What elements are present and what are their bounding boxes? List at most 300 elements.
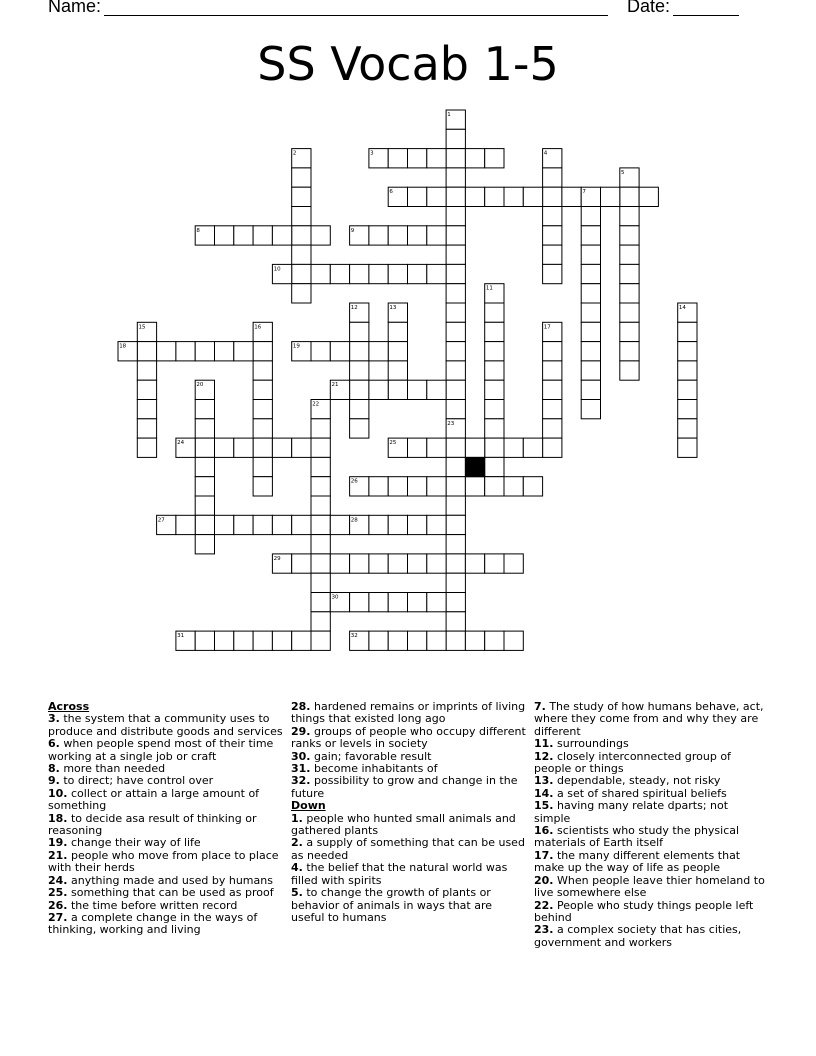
grid-cell[interactable] (485, 361, 504, 380)
clue-number: 29 (273, 555, 281, 562)
grid-cell[interactable] (543, 380, 562, 399)
clue-item-number: 24. (48, 873, 68, 887)
clue-number: 14 (678, 305, 686, 311)
grid-cell[interactable] (408, 438, 427, 457)
grid-cell[interactable] (581, 342, 600, 361)
grid-cell[interactable] (369, 380, 388, 399)
clue-item (48, 850, 284, 875)
grid-cell[interactable] (543, 361, 562, 380)
grid-cell[interactable] (620, 207, 639, 226)
grid-cell[interactable] (427, 187, 446, 206)
clue-item-text: The study of how humans behave, act, where they come from and why they are different (534, 700, 764, 738)
clue-item-number: 29. (291, 724, 311, 738)
grid-cell[interactable] (311, 477, 330, 496)
grid-cell[interactable] (581, 322, 600, 341)
clue-item (534, 850, 766, 875)
grid-cell[interactable] (292, 187, 311, 206)
clue-item-text: collect or attain a large amount of something (48, 786, 260, 813)
grid-cell[interactable] (137, 361, 156, 380)
grid-cell[interactable] (543, 245, 562, 264)
grid-cell[interactable] (369, 226, 388, 245)
clue-number: 11 (485, 285, 493, 292)
clue-item (48, 713, 284, 738)
grid-cell[interactable] (485, 419, 504, 438)
clue-item-number: 25. (48, 886, 68, 900)
grid-cell[interactable] (292, 554, 311, 573)
grid-cell[interactable] (427, 554, 446, 573)
grid-cell[interactable] (369, 342, 388, 361)
grid-cell[interactable] (234, 515, 253, 534)
grid-cell[interactable] (253, 631, 272, 650)
grid-cell[interactable] (446, 631, 465, 650)
grid-cell[interactable] (485, 477, 504, 496)
clue-item (48, 788, 284, 813)
grid-cell[interactable] (350, 593, 369, 612)
grid-cell[interactable] (446, 477, 465, 496)
grid-cell[interactable] (543, 342, 562, 361)
grid-cell[interactable] (427, 631, 446, 650)
grid-cell[interactable] (485, 554, 504, 573)
grid-cell[interactable] (350, 342, 369, 361)
grid-cell[interactable] (620, 187, 639, 206)
grid-cell[interactable] (408, 264, 427, 283)
grid-cell[interactable] (427, 593, 446, 612)
grid-cell[interactable] (311, 554, 330, 573)
grid-cell[interactable] (446, 361, 465, 380)
grid-cell[interactable] (620, 342, 639, 361)
clue-item-text: a complete change in the ways of thinking, working and living (48, 910, 258, 937)
clue-item-number: 31. (291, 762, 311, 776)
grid-cell[interactable] (311, 573, 330, 592)
grid-cell[interactable] (272, 631, 291, 650)
grid-cell[interactable] (446, 496, 465, 515)
grid-cell[interactable] (581, 361, 600, 380)
grid-cell[interactable] (678, 322, 697, 341)
clue-number: 12 (350, 305, 358, 311)
grid-cell[interactable] (543, 168, 562, 187)
grid-cell[interactable] (562, 187, 581, 206)
grid-cell[interactable] (581, 380, 600, 399)
grid-cell[interactable] (620, 361, 639, 380)
clue-item-number: 4. (291, 861, 303, 875)
grid-cell[interactable] (465, 149, 484, 168)
grid-cell[interactable] (195, 457, 214, 476)
grid-cell[interactable] (523, 438, 542, 457)
grid-cell[interactable] (543, 187, 562, 206)
grid-cell[interactable] (137, 419, 156, 438)
grid-cell[interactable] (388, 226, 407, 245)
grid-cell[interactable] (311, 593, 330, 612)
grid-cell[interactable] (253, 438, 272, 457)
grid-cell[interactable] (408, 477, 427, 496)
clue-number: 22 (312, 401, 320, 408)
grid-cell[interactable] (311, 226, 330, 245)
grid-cell[interactable] (485, 380, 504, 399)
grid-cell[interactable] (485, 322, 504, 341)
grid-cell[interactable] (311, 457, 330, 476)
clue-number: 25 (389, 440, 397, 447)
grid-cell[interactable] (446, 168, 465, 187)
clue-item (534, 875, 766, 900)
clue-item-text: hardened remains or imprints of living things that existed long ago (291, 700, 526, 726)
clue-item (291, 837, 527, 862)
grid-cell[interactable] (388, 264, 407, 283)
grid-cell[interactable] (427, 226, 446, 245)
grid-cell[interactable] (581, 226, 600, 245)
clue-item-text: the time before written record (67, 898, 238, 912)
grid-cell[interactable] (543, 264, 562, 283)
clue-number: 32 (350, 633, 358, 640)
grid-cell[interactable] (446, 438, 465, 457)
grid-cell[interactable] (292, 207, 311, 226)
grid-cell[interactable] (485, 457, 504, 476)
grid-cell[interactable] (350, 264, 369, 283)
clue-item (534, 900, 766, 925)
grid-cell[interactable] (195, 515, 214, 534)
grid-cell[interactable] (369, 631, 388, 650)
grid-cell[interactable] (446, 457, 465, 476)
grid-cell[interactable] (446, 207, 465, 226)
grid-cell[interactable] (620, 226, 639, 245)
clue-item-number: 2. (291, 836, 303, 850)
grid-cell[interactable] (465, 554, 484, 573)
grid-cell[interactable] (543, 207, 562, 226)
clue-number: 3 (370, 150, 374, 157)
grid-cell[interactable] (523, 187, 542, 206)
grid-cell[interactable] (330, 515, 349, 534)
grid-cell[interactable] (485, 631, 504, 650)
grid-cell[interactable] (678, 400, 697, 419)
grid-cell[interactable] (408, 187, 427, 206)
clue-item-number: 12. (534, 749, 554, 763)
grid-cell[interactable] (369, 593, 388, 612)
date-label: Date: (627, 0, 671, 16)
grid-cell[interactable] (581, 207, 600, 226)
clue-item-number: 6. (48, 737, 60, 751)
grid-cell[interactable] (292, 264, 311, 283)
grid-cell[interactable] (620, 245, 639, 264)
grid-cell[interactable] (195, 535, 214, 554)
clue-number: 24 (177, 440, 185, 447)
grid-cell[interactable] (465, 438, 484, 457)
clue-item-text: change their way of life (67, 836, 201, 850)
clue-item-number: 11. (534, 737, 554, 751)
clue-item-number: 26. (48, 898, 68, 912)
grid-cell[interactable] (427, 149, 446, 168)
grid-cell[interactable] (408, 631, 427, 650)
grid-cell[interactable] (408, 149, 427, 168)
grid-cell[interactable] (427, 515, 446, 534)
grid-cell[interactable] (639, 187, 658, 206)
grid-cell[interactable] (465, 187, 484, 206)
grid-cell[interactable] (369, 477, 388, 496)
clue-item-text: possibility to grow and change in the future (291, 774, 518, 800)
grid-cell[interactable] (408, 380, 427, 399)
clue-column-2 (291, 701, 527, 924)
grid-cell[interactable] (253, 342, 272, 361)
grid-cell[interactable] (620, 303, 639, 322)
grid-cell[interactable] (253, 477, 272, 496)
grid-cell[interactable] (408, 593, 427, 612)
grid-cell[interactable] (234, 342, 253, 361)
grid-cell[interactable] (504, 477, 523, 496)
grid-cell[interactable] (253, 515, 272, 534)
grid-cell[interactable] (446, 342, 465, 361)
clue-column-1 (48, 701, 284, 937)
grid-cell[interactable] (253, 400, 272, 419)
clue-number: 15 (138, 324, 146, 331)
clue-item-number: 14. (534, 786, 554, 800)
grid-cell[interactable] (157, 342, 176, 361)
grid-cell[interactable] (195, 419, 214, 438)
grid-cell[interactable] (195, 400, 214, 419)
grid-cell[interactable] (292, 245, 311, 264)
grid-cell[interactable] (408, 554, 427, 573)
clue-item-text: a supply of something that can be used as needed (291, 836, 525, 862)
grid-cell[interactable] (465, 477, 484, 496)
grid-cell[interactable] (350, 380, 369, 399)
grid-cell[interactable] (504, 631, 523, 650)
clue-item-number: 30. (291, 749, 311, 763)
grid-cell[interactable] (137, 438, 156, 457)
grid-cell[interactable] (388, 149, 407, 168)
grid-cell[interactable] (543, 400, 562, 419)
grid-cell[interactable] (485, 303, 504, 322)
grid-cell[interactable] (388, 342, 407, 361)
grid-cell[interactable] (215, 631, 234, 650)
grid-cell[interactable] (485, 149, 504, 168)
grid-cell[interactable] (215, 342, 234, 361)
grid-cell[interactable] (292, 631, 311, 650)
clue-number: 17 (543, 324, 551, 331)
clue-item-number: 20. (534, 873, 554, 887)
grid-cell[interactable] (446, 226, 465, 245)
grid-cell[interactable] (234, 631, 253, 650)
clue-item (534, 825, 766, 850)
grid-cell[interactable] (504, 438, 523, 457)
clue-item-text: closely interconnected group of people or things (534, 749, 731, 776)
grid-cell[interactable] (388, 380, 407, 399)
grid-cell[interactable] (215, 438, 234, 457)
clue-item-text: to direct; have control over (59, 774, 214, 788)
grid-cell[interactable] (485, 400, 504, 419)
grid-cell[interactable] (195, 496, 214, 515)
grid-cell[interactable] (311, 535, 330, 554)
grid-cell[interactable] (195, 438, 214, 457)
grid-cell[interactable] (292, 168, 311, 187)
grid-cell[interactable] (253, 361, 272, 380)
grid-cell[interactable] (388, 322, 407, 341)
clue-number: 5 (621, 169, 625, 176)
grid-cell[interactable] (446, 515, 465, 534)
grid-cell[interactable] (292, 284, 311, 303)
grid-cell[interactable] (408, 226, 427, 245)
clue-item (48, 738, 284, 763)
grid-cell[interactable] (678, 342, 697, 361)
clue-item (291, 701, 527, 726)
grid-cell[interactable] (311, 515, 330, 534)
grid-cell[interactable] (388, 593, 407, 612)
grid-cell[interactable] (388, 554, 407, 573)
clue-item-text: people who hunted small animals and gathered plants (291, 811, 516, 838)
grid-cell[interactable] (620, 284, 639, 303)
grid-cell[interactable] (330, 264, 349, 283)
clue-item-text: more than needed (59, 762, 166, 776)
clue-item-number: 18. (48, 811, 68, 825)
grid-cell[interactable] (678, 380, 697, 399)
grid-cell[interactable] (195, 342, 214, 361)
grid-cell[interactable] (292, 515, 311, 534)
grid-cell[interactable] (581, 400, 600, 419)
grid-cell[interactable] (446, 284, 465, 303)
grid-cell[interactable] (601, 187, 620, 206)
grid-cell[interactable] (581, 284, 600, 303)
grid-cell[interactable] (215, 226, 234, 245)
clue-number: 26 (350, 478, 358, 485)
grid-cell[interactable] (678, 361, 697, 380)
clue-number: 1 (447, 112, 451, 118)
grid-cell[interactable] (620, 264, 639, 283)
clue-item-number: 27. (48, 910, 68, 924)
grid-cell[interactable] (234, 226, 253, 245)
grid-cell[interactable] (272, 226, 291, 245)
grid-cell[interactable] (330, 554, 349, 573)
grid-cell[interactable] (350, 322, 369, 341)
clue-item-number: 13. (534, 774, 554, 788)
grid-cell[interactable] (427, 380, 446, 399)
grid-cell[interactable] (253, 419, 272, 438)
grid-cell[interactable] (388, 361, 407, 380)
grid-cell[interactable] (485, 187, 504, 206)
clue-item (291, 813, 527, 838)
clue-number: 19 (292, 343, 300, 350)
grid-cell[interactable] (137, 400, 156, 419)
grid-cell[interactable] (311, 342, 330, 361)
grid-cell[interactable] (446, 573, 465, 592)
grid-cell[interactable] (350, 554, 369, 573)
grid-cell[interactable] (176, 342, 195, 361)
grid-cell[interactable] (446, 264, 465, 283)
grid-cell[interactable] (446, 245, 465, 264)
grid-cell[interactable] (350, 400, 369, 419)
grid-cell[interactable] (350, 361, 369, 380)
clue-item (534, 800, 766, 825)
grid-cell[interactable] (195, 477, 214, 496)
clue-number: 23 (447, 420, 455, 427)
clue-item (48, 912, 284, 937)
clue-item-number: 7. (534, 700, 546, 713)
grid-cell[interactable] (311, 631, 330, 650)
grid-cell[interactable] (446, 612, 465, 631)
grid-cell[interactable] (388, 515, 407, 534)
grid-cell[interactable] (427, 438, 446, 457)
down-heading: Down (291, 799, 326, 813)
clue-item-number: 15. (534, 799, 554, 813)
grid-cell[interactable] (446, 187, 465, 206)
grid-cell[interactable] (581, 303, 600, 322)
grid-cell[interactable] (311, 496, 330, 515)
grid-cell[interactable] (292, 438, 311, 457)
clue-item-text: something that can be used as proof (67, 886, 274, 900)
grid-cell[interactable] (234, 438, 253, 457)
clue-item-number: 19. (48, 836, 68, 850)
clue-item-number: 28. (291, 700, 311, 713)
clue-item-number: 23. (534, 923, 554, 937)
grid-cell[interactable] (137, 380, 156, 399)
grid-cell[interactable] (311, 612, 330, 631)
grid-cell[interactable] (292, 226, 311, 245)
grid-cell[interactable] (253, 226, 272, 245)
grid-cell[interactable] (446, 149, 465, 168)
grid-cell[interactable] (523, 477, 542, 496)
clue-item-text: gain; favorable result (310, 749, 432, 763)
grid-cell[interactable] (408, 515, 427, 534)
grid-cell[interactable] (465, 631, 484, 650)
grid-cell[interactable] (543, 419, 562, 438)
grid-cell[interactable] (446, 303, 465, 322)
grid-cell[interactable] (272, 515, 291, 534)
grid-cell[interactable] (350, 419, 369, 438)
clue-number: 18 (119, 343, 127, 350)
grid-cell[interactable] (176, 515, 195, 534)
grid-cell[interactable] (388, 631, 407, 650)
grid-cell[interactable] (446, 400, 465, 419)
grid-cell[interactable] (446, 535, 465, 554)
grid-cell[interactable] (388, 477, 407, 496)
clue-item-text: to decide asa result of thinking or reasoning (48, 811, 257, 838)
grid-cell[interactable] (311, 264, 330, 283)
grid-cell[interactable] (485, 342, 504, 361)
grid-cell[interactable] (272, 438, 291, 457)
across-heading: Across (48, 700, 90, 713)
grid-cell[interactable] (311, 438, 330, 457)
grid-cell[interactable] (446, 322, 465, 341)
grid-cell[interactable] (446, 129, 465, 148)
grid-cell[interactable] (485, 438, 504, 457)
grid-cell[interactable] (369, 515, 388, 534)
grid-cell[interactable] (678, 419, 697, 438)
grid-cell[interactable] (369, 264, 388, 283)
grid-cell[interactable] (543, 438, 562, 457)
clue-number: 10 (273, 266, 281, 273)
grid-cell[interactable] (581, 245, 600, 264)
grid-cell[interactable] (215, 515, 234, 534)
grid-cell[interactable] (427, 477, 446, 496)
grid-cell[interactable] (330, 342, 349, 361)
clue-item-number: 1. (291, 811, 303, 825)
grid-cell[interactable] (427, 264, 446, 283)
grid-cell[interactable] (504, 187, 523, 206)
grid-cell[interactable] (678, 438, 697, 457)
grid-cell[interactable] (543, 226, 562, 245)
grid-cell[interactable] (504, 554, 523, 573)
clue-item-number: 3. (48, 712, 60, 726)
grid-cell[interactable] (446, 554, 465, 573)
clue-item-number: 5. (291, 886, 303, 900)
grid-cell[interactable] (253, 457, 272, 476)
grid-cell[interactable] (195, 631, 214, 650)
grid-cell[interactable] (581, 264, 600, 283)
grid-cell[interactable] (311, 419, 330, 438)
grid-cell[interactable] (446, 380, 465, 399)
grid-cell[interactable] (253, 380, 272, 399)
grid-cell[interactable] (446, 593, 465, 612)
grid-cell[interactable] (620, 322, 639, 341)
clue-number: 2 (292, 150, 297, 157)
grid-cell[interactable] (369, 554, 388, 573)
clue-number: 13 (389, 305, 397, 311)
grid-cell[interactable] (137, 342, 156, 361)
